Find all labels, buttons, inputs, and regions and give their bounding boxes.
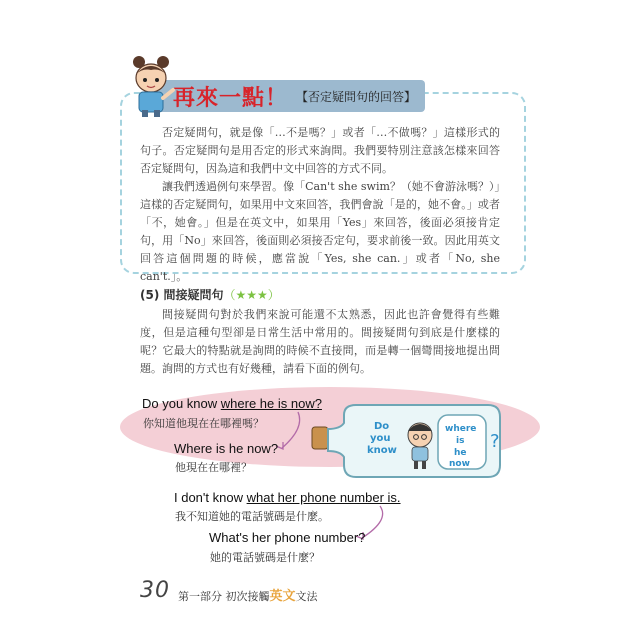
section-heading bbox=[140, 286, 280, 303]
example-4: What's her phone number? bbox=[209, 530, 366, 545]
note-paragraph-2: 讓我們透過例句來學習。像「Can't she swim？（她不會游泳嗎？）」這樣的否定疑問句，如果用中文來回答，我們會說「是的，她不會。」或者「不，她會。」但是在英文中，如果用「Yes」來回答，後面必須接肯定句，用「No」來回答，後面則必須接否定句，要求前後一致。因此用英文回答這個問題的時候，應當說「Yes, she can.」或者「No, she can't.」。 bbox=[140, 180, 500, 283]
bottle-text-now: now bbox=[449, 459, 470, 469]
bottle-text-do: Do bbox=[374, 421, 390, 432]
example-2-translation: 他現在在哪裡？ bbox=[175, 461, 252, 474]
mascot-girl-icon bbox=[125, 54, 177, 118]
bottle-text-where: where bbox=[445, 424, 477, 434]
note-subtitle: 【否定疑問句的回答】 bbox=[296, 89, 417, 104]
question-mark-icon: ? bbox=[490, 431, 500, 452]
bottle-text-know: know bbox=[367, 445, 397, 456]
section-title: (5) 間接疑問句 bbox=[140, 288, 224, 302]
footer-text bbox=[178, 585, 318, 604]
bottle-text-you: you bbox=[370, 433, 391, 444]
bottle-text-he: he bbox=[454, 448, 467, 458]
example-3-translation: 我不知道她的電話號碼是什麼。 bbox=[175, 510, 329, 523]
example-2: Where is he now? bbox=[174, 441, 279, 456]
bottle-illustration bbox=[310, 395, 510, 485]
example-3-underlined: what her phone number is. bbox=[246, 490, 401, 505]
example-4-translation: 她的電話號碼是什麼？ bbox=[210, 551, 320, 564]
note-paragraph-1: 否定疑問句，就是像「…不是嗎？」或者「…不做嗎？」這樣形式的句子。否定疑問句是用否定的形式來詢問。我們要特別注意該怎樣來回答否定疑問句，因為這和我們中文中回答的方式不同。 bbox=[140, 126, 500, 175]
difficulty-stars: （★★★） bbox=[223, 288, 280, 302]
footer-post: 文法 bbox=[295, 590, 318, 603]
note-header bbox=[155, 80, 425, 112]
footer-highlight-2: 文 bbox=[282, 589, 296, 604]
example-3 bbox=[174, 490, 401, 505]
section-paragraph: 間接疑問句對於我們來說可能還不太熟悉，因此也許會覺得有些難度，但是這種句型卻是日常生活中常用的。間接疑問句到底是什麼樣的呢？它最大的特點就是詢問的時候不直接問，而是轉一個彎間接地提出問題。詢問的方式也有好幾種，請看下面的例句。 bbox=[140, 308, 500, 375]
example-1-prefix: Do you know bbox=[142, 396, 221, 411]
example-1-underlined: where he is now? bbox=[220, 396, 322, 411]
footer-part: 第一部分 bbox=[178, 590, 222, 603]
bottle-text-is: is bbox=[456, 436, 465, 446]
note-title: 再來一點！ bbox=[173, 85, 289, 111]
example-1-translation: 你知道他現在在哪裡嗎？ bbox=[143, 417, 264, 430]
page-number: 30 bbox=[140, 578, 170, 603]
footer-highlight-1: 英 bbox=[269, 589, 283, 604]
example-3-prefix: I don't know bbox=[174, 490, 247, 505]
footer-pre: 初次接觸 bbox=[225, 590, 270, 603]
example-1 bbox=[142, 396, 322, 411]
